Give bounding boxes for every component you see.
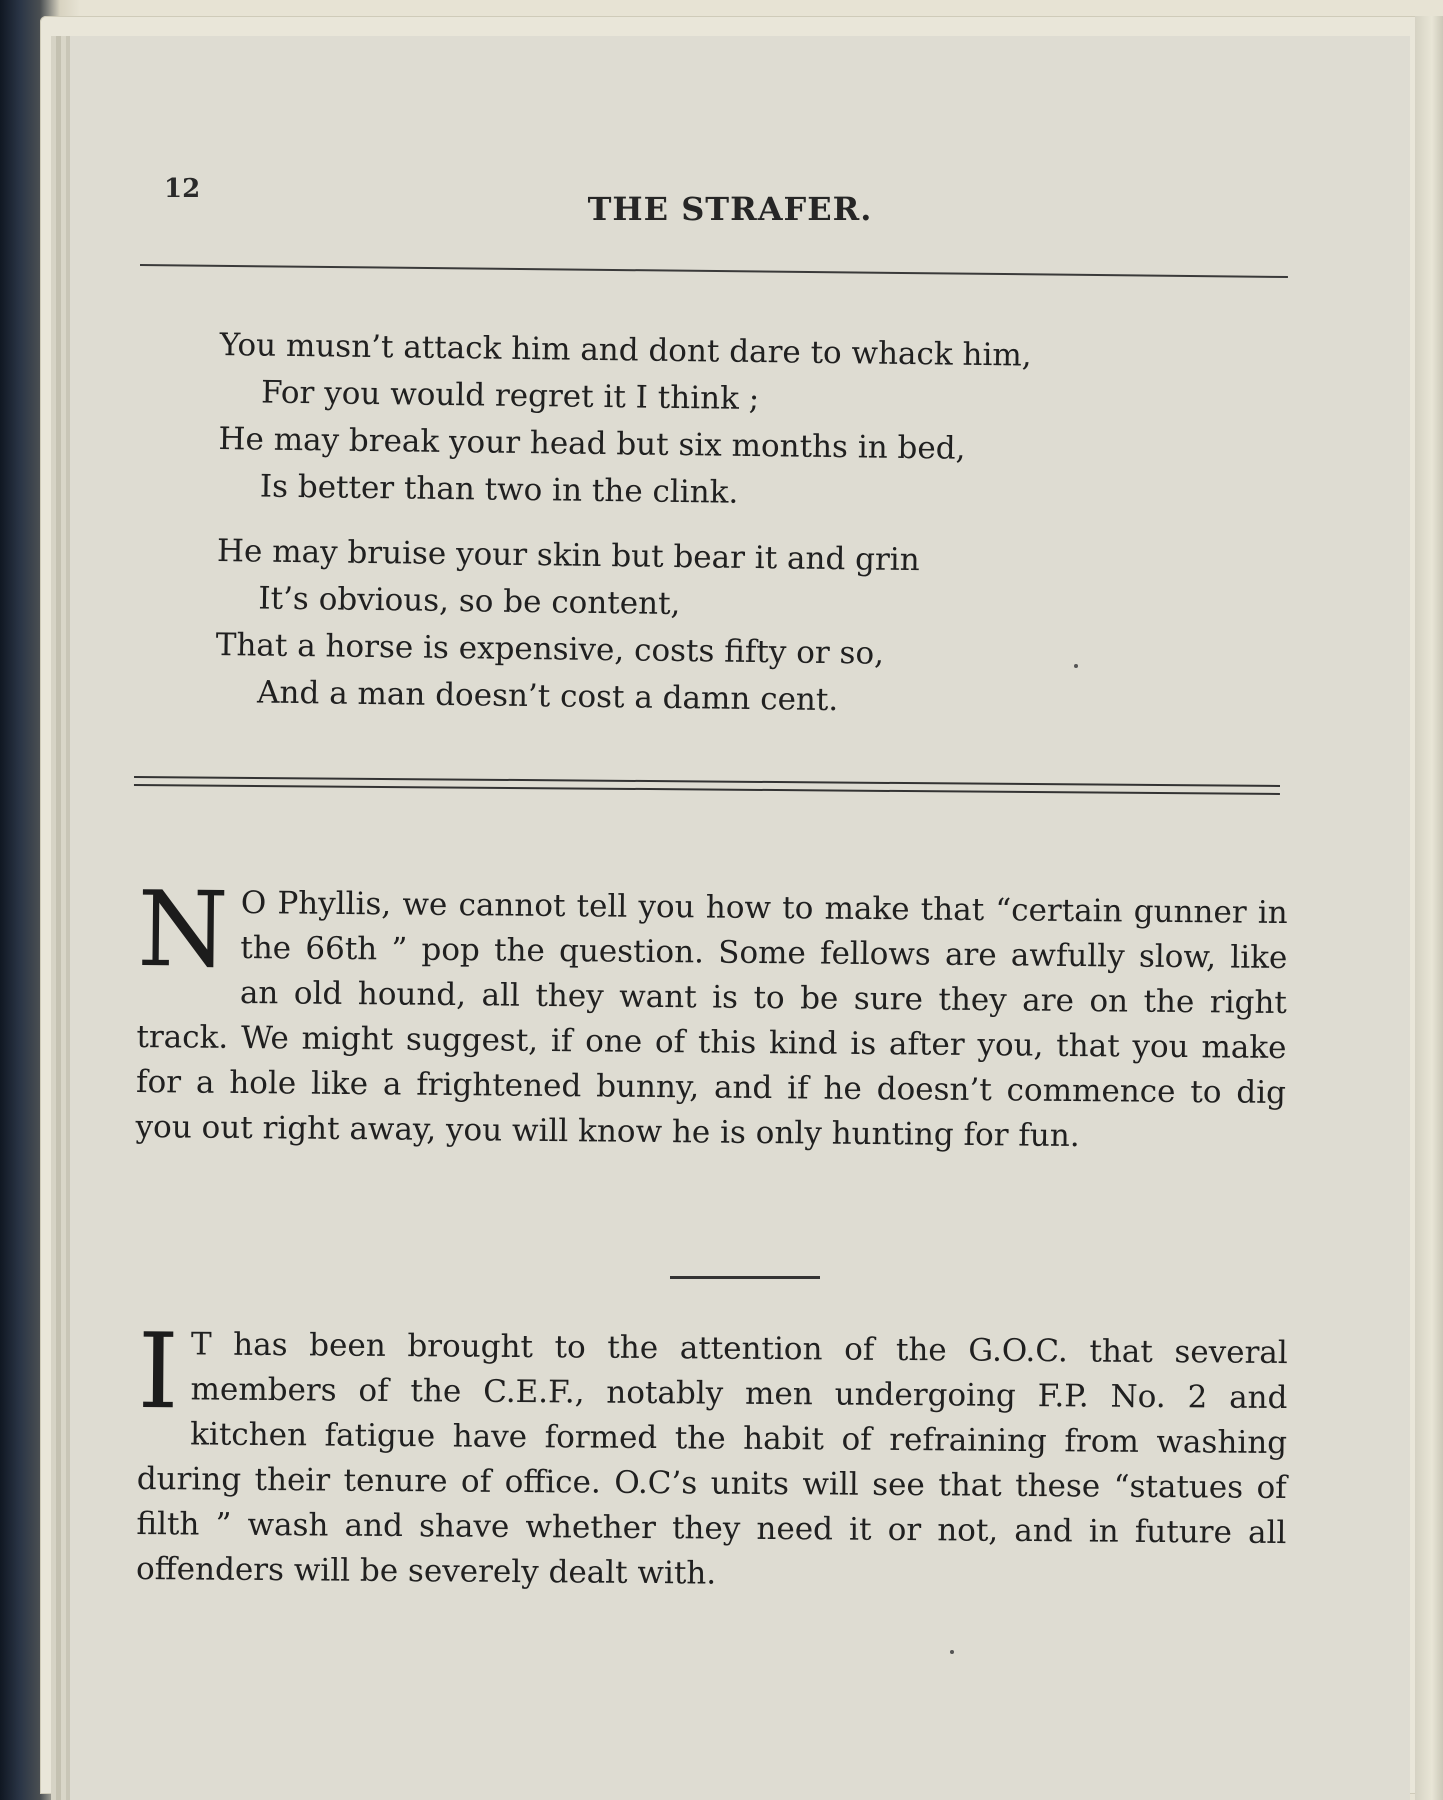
poem-stanza <box>215 528 1197 729</box>
running-title: THE STRAFER. <box>587 190 873 228</box>
poem <box>215 322 1200 747</box>
paragraph-text: T has been brought to the attention of the G.O.C. that several members of the C.E.F., notably men undergoing F.P. No. 2 and kitchen fatigue have formed the habit of refraining from washing during their tenure of office. O.C’s units will see that these “statues of filth ” wash and shave whether they need it or not, and in future all offenders will be severely dealt with. <box>135 1326 1288 1592</box>
poem-stanza <box>218 322 1200 523</box>
page-number: 12 <box>164 174 201 204</box>
paper-edge <box>1415 16 1443 1800</box>
drop-cap: I <box>137 1310 180 1433</box>
poem-line: It’s obvious, so be content, <box>258 580 681 623</box>
paper-speck <box>950 1650 954 1654</box>
poem-line: And a man doesn’t cost a damn cent. <box>256 674 839 719</box>
paragraph-text: O Phyllis, we cannot tell you how to make that “certain gunner in the 66th ” pop the question. Some fellows are awfully slow, like an old hound, all they want is to be sure they are on the right track. We might suggest, if one of this kind is after you, that you make for a hole like a frightened bunny, and if he doesn’t commence to dig you out right away, you will know he is only hunting for fun. <box>135 884 1288 1155</box>
poem-line: You musn’t attack him and dont dare to whack him, <box>219 326 1032 374</box>
drop-cap: N <box>136 868 230 991</box>
short-divider <box>670 1276 820 1279</box>
poem-line: He may break your head but six months in bed, <box>218 420 966 467</box>
paragraph-goc-notice <box>135 1310 1288 1601</box>
poem-line: That a horse is expensive, costs fifty or so, <box>215 626 885 672</box>
paper-speck <box>1074 664 1078 668</box>
poem-line: Is better than two in the clink. <box>259 468 739 511</box>
poem-line: He may bruise your skin but bear it and grin <box>216 532 920 579</box>
poem-line: For you would regret it I think ; <box>260 374 760 418</box>
paragraph-phyllis <box>135 868 1288 1161</box>
